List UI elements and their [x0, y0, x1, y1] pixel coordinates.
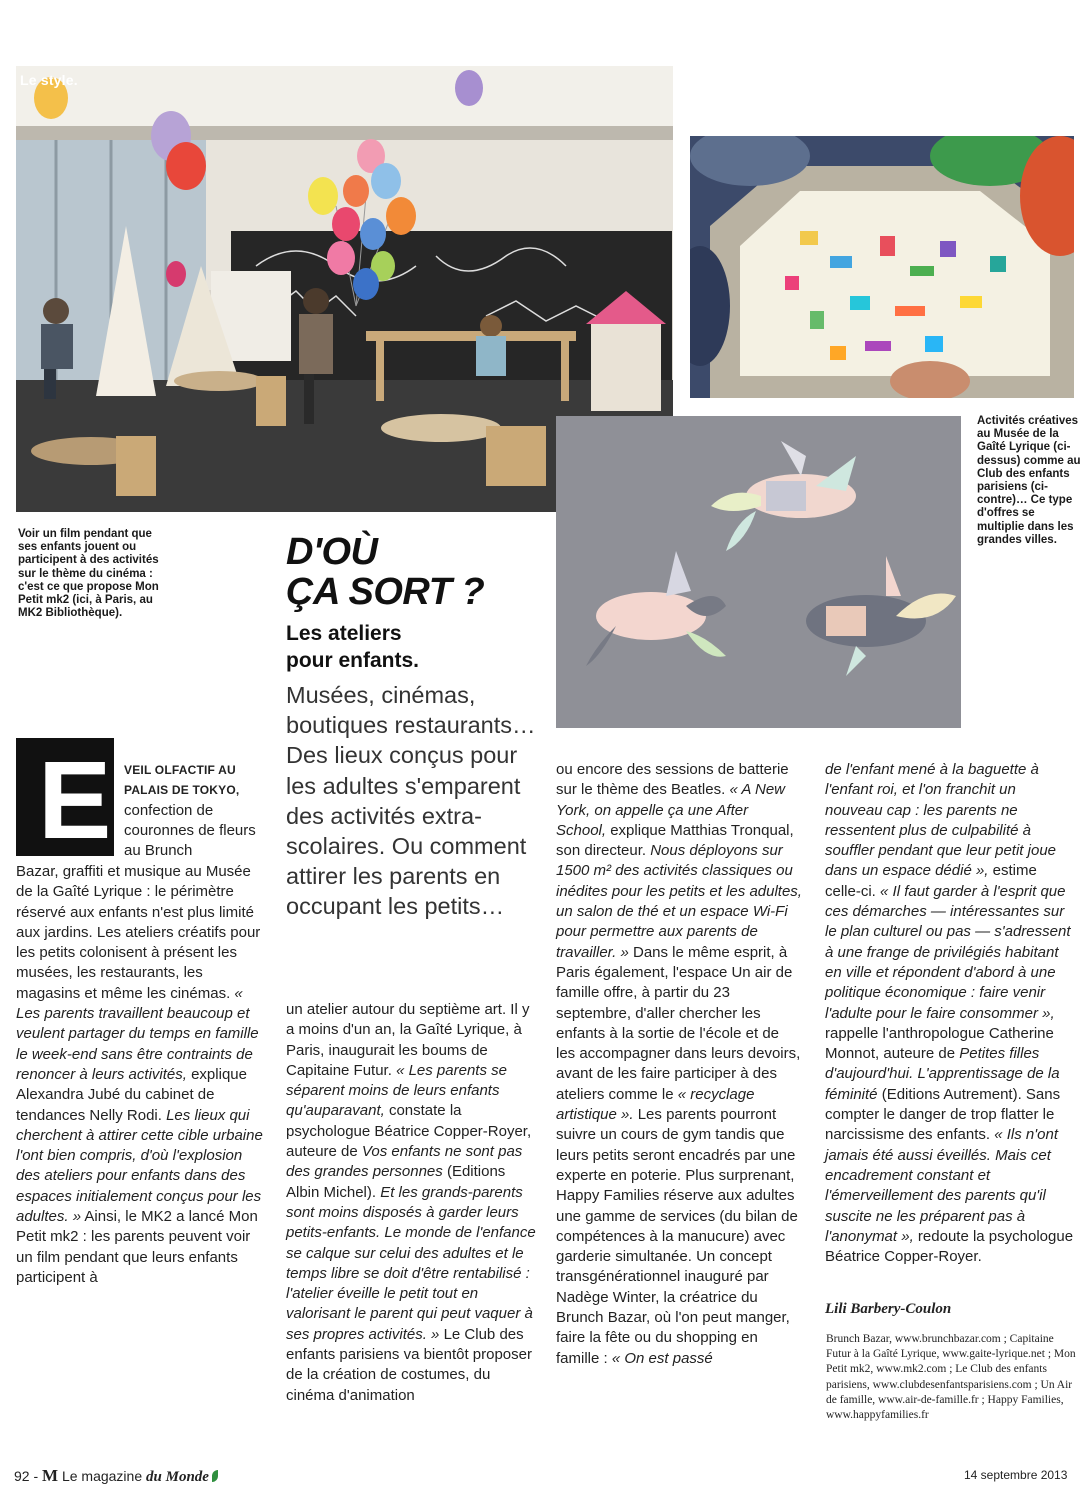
- drop-cap-box: [16, 738, 114, 862]
- column-1-quote-a: « Les parents travaillent beaucoup et veulent partager du temps en famille le week-end sans être contraints de renoncer à leurs activités,: [16, 984, 259, 1083]
- column-4-text-a: estime celle-ci.: [825, 862, 1037, 900]
- column-3-text-c: Dans le même esprit, à Paris également, l'espace Un air de famille offre, à partir du 23 septembre, d'aller chercher les enfants à la sortie de l'école et de les accompagner dans leurs devoirs, avant de les faire participer à des ateliers comme le: [556, 943, 801, 1103]
- subhead-line-2: pour enfants.: [286, 649, 420, 672]
- column-2-text-d: Le Club des enfants parisiens va bientôt proposer de la création de costumes, du cinéma d'animation: [286, 1325, 532, 1404]
- venue-sources-list: Brunch Bazar, www.brunchbazar.com ; Capitaine Futur à la Gaîté Lyrique, www.gaite-lyrique.net ; Mon Petit mk2, www.mk2.com ; Le Club des enfants parisiens, www.clubdesenfantsparisiens.com ; Un Air de famille, www.air-de-famille.fr ; Happy Families, www.happyfamilies.fr: [826, 1333, 1076, 1422]
- column-3-quote-a: « A New York, on appelle ça une After School,: [556, 781, 786, 839]
- lead-text: confection de couronnes de fleurs au Brunch: [124, 801, 256, 860]
- column-2-text-c: (Editions Albin Michel).: [286, 1163, 506, 1201]
- column-3-text-d: Les parents pourront suivre un cours de gym tandis que leurs petits seront encadrés par une experte en poterie. Plus surprenant, Happy Families réserve aux adultes une gamme de services (du bilan de compétences à la manucure) avec garderie simultanée. Un concept transgénérationnel inauguré par Nadège Winter, la créatrice du Brunch Bazar, où l'on peut manger, faire la fête ou du shopping en famille :: [556, 1106, 798, 1367]
- page-number: 92 -: [14, 1468, 39, 1484]
- column-3-quote-b: Nous déployons sur 1500 m² des activités classiques ou inédites pour les petits et les adultes, un salon de thé et un espace Wi-Fi pour permettre aux parents de travailler. »: [556, 842, 802, 961]
- lead-bold-text: VEIL OLFACTIF AU PALAIS DE TOKYO,: [124, 763, 240, 798]
- article-column-4: [825, 760, 1075, 1267]
- column-1-text-c: Ainsi, le MK2 a lancé Mon Petit mk2 : les parents peuvent voir un film pendant que leurs enfants participent à: [16, 1208, 258, 1286]
- column-2-book-title: Vos enfants ne sont pas des grandes personnes: [286, 1143, 523, 1181]
- column-2-text-b: constate la psychologue Béatrice Copper-Royer, auteure de: [286, 1102, 532, 1161]
- newspaper-name: du Monde: [146, 1469, 209, 1485]
- magazine-logo-m: M: [42, 1466, 59, 1485]
- column-4-text-c: (Editions Autrement). Sans compter le danger de trop flatter le narcissisme des enfants.: [825, 1085, 1061, 1144]
- author-signature: Lili Barbery-Coulon: [825, 1301, 952, 1317]
- subhead-line-1: Les ateliers: [286, 622, 402, 645]
- caption-mon-petit-mk2: Voir un film pendant que ses enfants jouent ou participent à des activités sur le thème du cinéma : c'est ce que propose Mon Petit mk2 (ici, à Paris, au MK2 Bibliothèque).: [18, 528, 159, 620]
- column-4-text-d: redoute la psychologue Béatrice Copper-Royer.: [825, 1227, 1074, 1266]
- column-2-quote-b: Et les grands-parents sont moins disposés à garder leurs petits-enfants. Le monde de l'enfance se calque sur celui des adultes et le temps libre se doit d'être rentabilisé : l'atelier éveille le petit tout en valorisant le parent qui peut vaquer à ses propres activités. »: [286, 1183, 536, 1343]
- column-3-quote-c: « recyclage artistique ».: [556, 1085, 755, 1124]
- light-table-workshop-photo: [690, 136, 1074, 398]
- column-2-text-a: un atelier autour du septième art. Il y a moins d'un an, la Gaîté Lyrique, à Paris, inaugurait les boums de Capitaine Futur.: [286, 1001, 530, 1079]
- column-3-quote-d: « On est passé: [611, 1349, 713, 1367]
- column-4-quote-a: de l'enfant mené à la baguette à l'enfant roi, et l'on franchit un nouveau cap : les parents ne ressentent plus de culpabilité à souffler pendant que leur petit joue dans un espace dédié »,: [825, 761, 1056, 880]
- article-lead: [124, 760, 264, 861]
- issue-date: 14 septembre 2013: [964, 1468, 1068, 1482]
- column-4-text-b: rappelle l'anthropologue Catherine Monnot, auteure de: [825, 1024, 1054, 1063]
- magazine-name: Le magazine: [61, 1468, 143, 1484]
- caption-creative-activities: Activités créatives au Musée de la Gaîté Lyrique (ci-dessus) comme au Club des enfants parisiens (ci-contre)… Ce type d'offres se multiplie dans les grandes villes.: [977, 415, 1081, 546]
- column-1-text-b: explique Alexandra Jubé du cabinet de tendances Nelly Rodi.: [16, 1065, 247, 1124]
- headline-line-1: D'OÙ: [286, 531, 378, 573]
- article-subheading: [286, 620, 419, 674]
- column-4-book-title: Petites filles d'aujourd'hui. L'apprentissage de la féminité: [825, 1045, 1060, 1103]
- paper-rabbits-craft-photo: [556, 416, 961, 728]
- photo-section-label: Le style.: [20, 72, 78, 88]
- column-4-quote-b: « Il faut garder à l'esprit que ces démarches — intéressantes sur le plan culturel ou pas — s'adressent à une frange de privilégiés habitant en ville et répondent d'abord à une politique économique : faire venir l'adulte pour le faire consommer »,: [825, 882, 1071, 1022]
- column-2-quote-a: « Les parents se séparent moins de leurs enfants qu'auparavant,: [286, 1061, 507, 1120]
- article-intro: Musées, cinémas, boutiques restaurants… Des lieux conçus pour les adultes s'emparent des activités extra-scolaires. Ou comment attirer les parents en occupant les petits…: [286, 682, 536, 920]
- article-headline: [286, 532, 484, 612]
- column-4-quote-c: « Ils n'ont jamais été aussi éveillés. Mais cet encadrement constant et l'émerveillement des parents qu'il suscite ne les préparent pas à l'anonymat »,: [825, 1126, 1058, 1245]
- article-column-1: [16, 862, 268, 1288]
- leaf-icon: [212, 1470, 218, 1482]
- column-1-text-a: Bazar, graffiti et musique au Musée de la Gaîté Lyrique : le périmètre réservé aux enfants n'est plus limité aux jardins. Les ateliers créatifs pour les petits colonisent à présent les musées, les restaurants, les magasins et même les cinémas.: [16, 863, 261, 1002]
- article-column-2: [286, 1000, 541, 1406]
- column-1-quote-b: Les lieux qui cherchent à attirer cette cible urbaine l'ont bien compris, d'où l'explosion des ateliers pour enfants dans des espaces initialement conçus pour les adultes. »: [16, 1106, 263, 1226]
- article-column-3: [556, 760, 802, 1369]
- column-3-text-a: ou encore des sessions de batterie sur le thème des Beatles.: [556, 761, 789, 799]
- headline-line-2: ÇA SORT ?: [286, 571, 485, 613]
- drop-cap-letter: E: [38, 739, 112, 862]
- column-3-text-b: explique Matthias Tronqual, son directeur.: [556, 821, 794, 860]
- page-footer-folio: [14, 1466, 218, 1486]
